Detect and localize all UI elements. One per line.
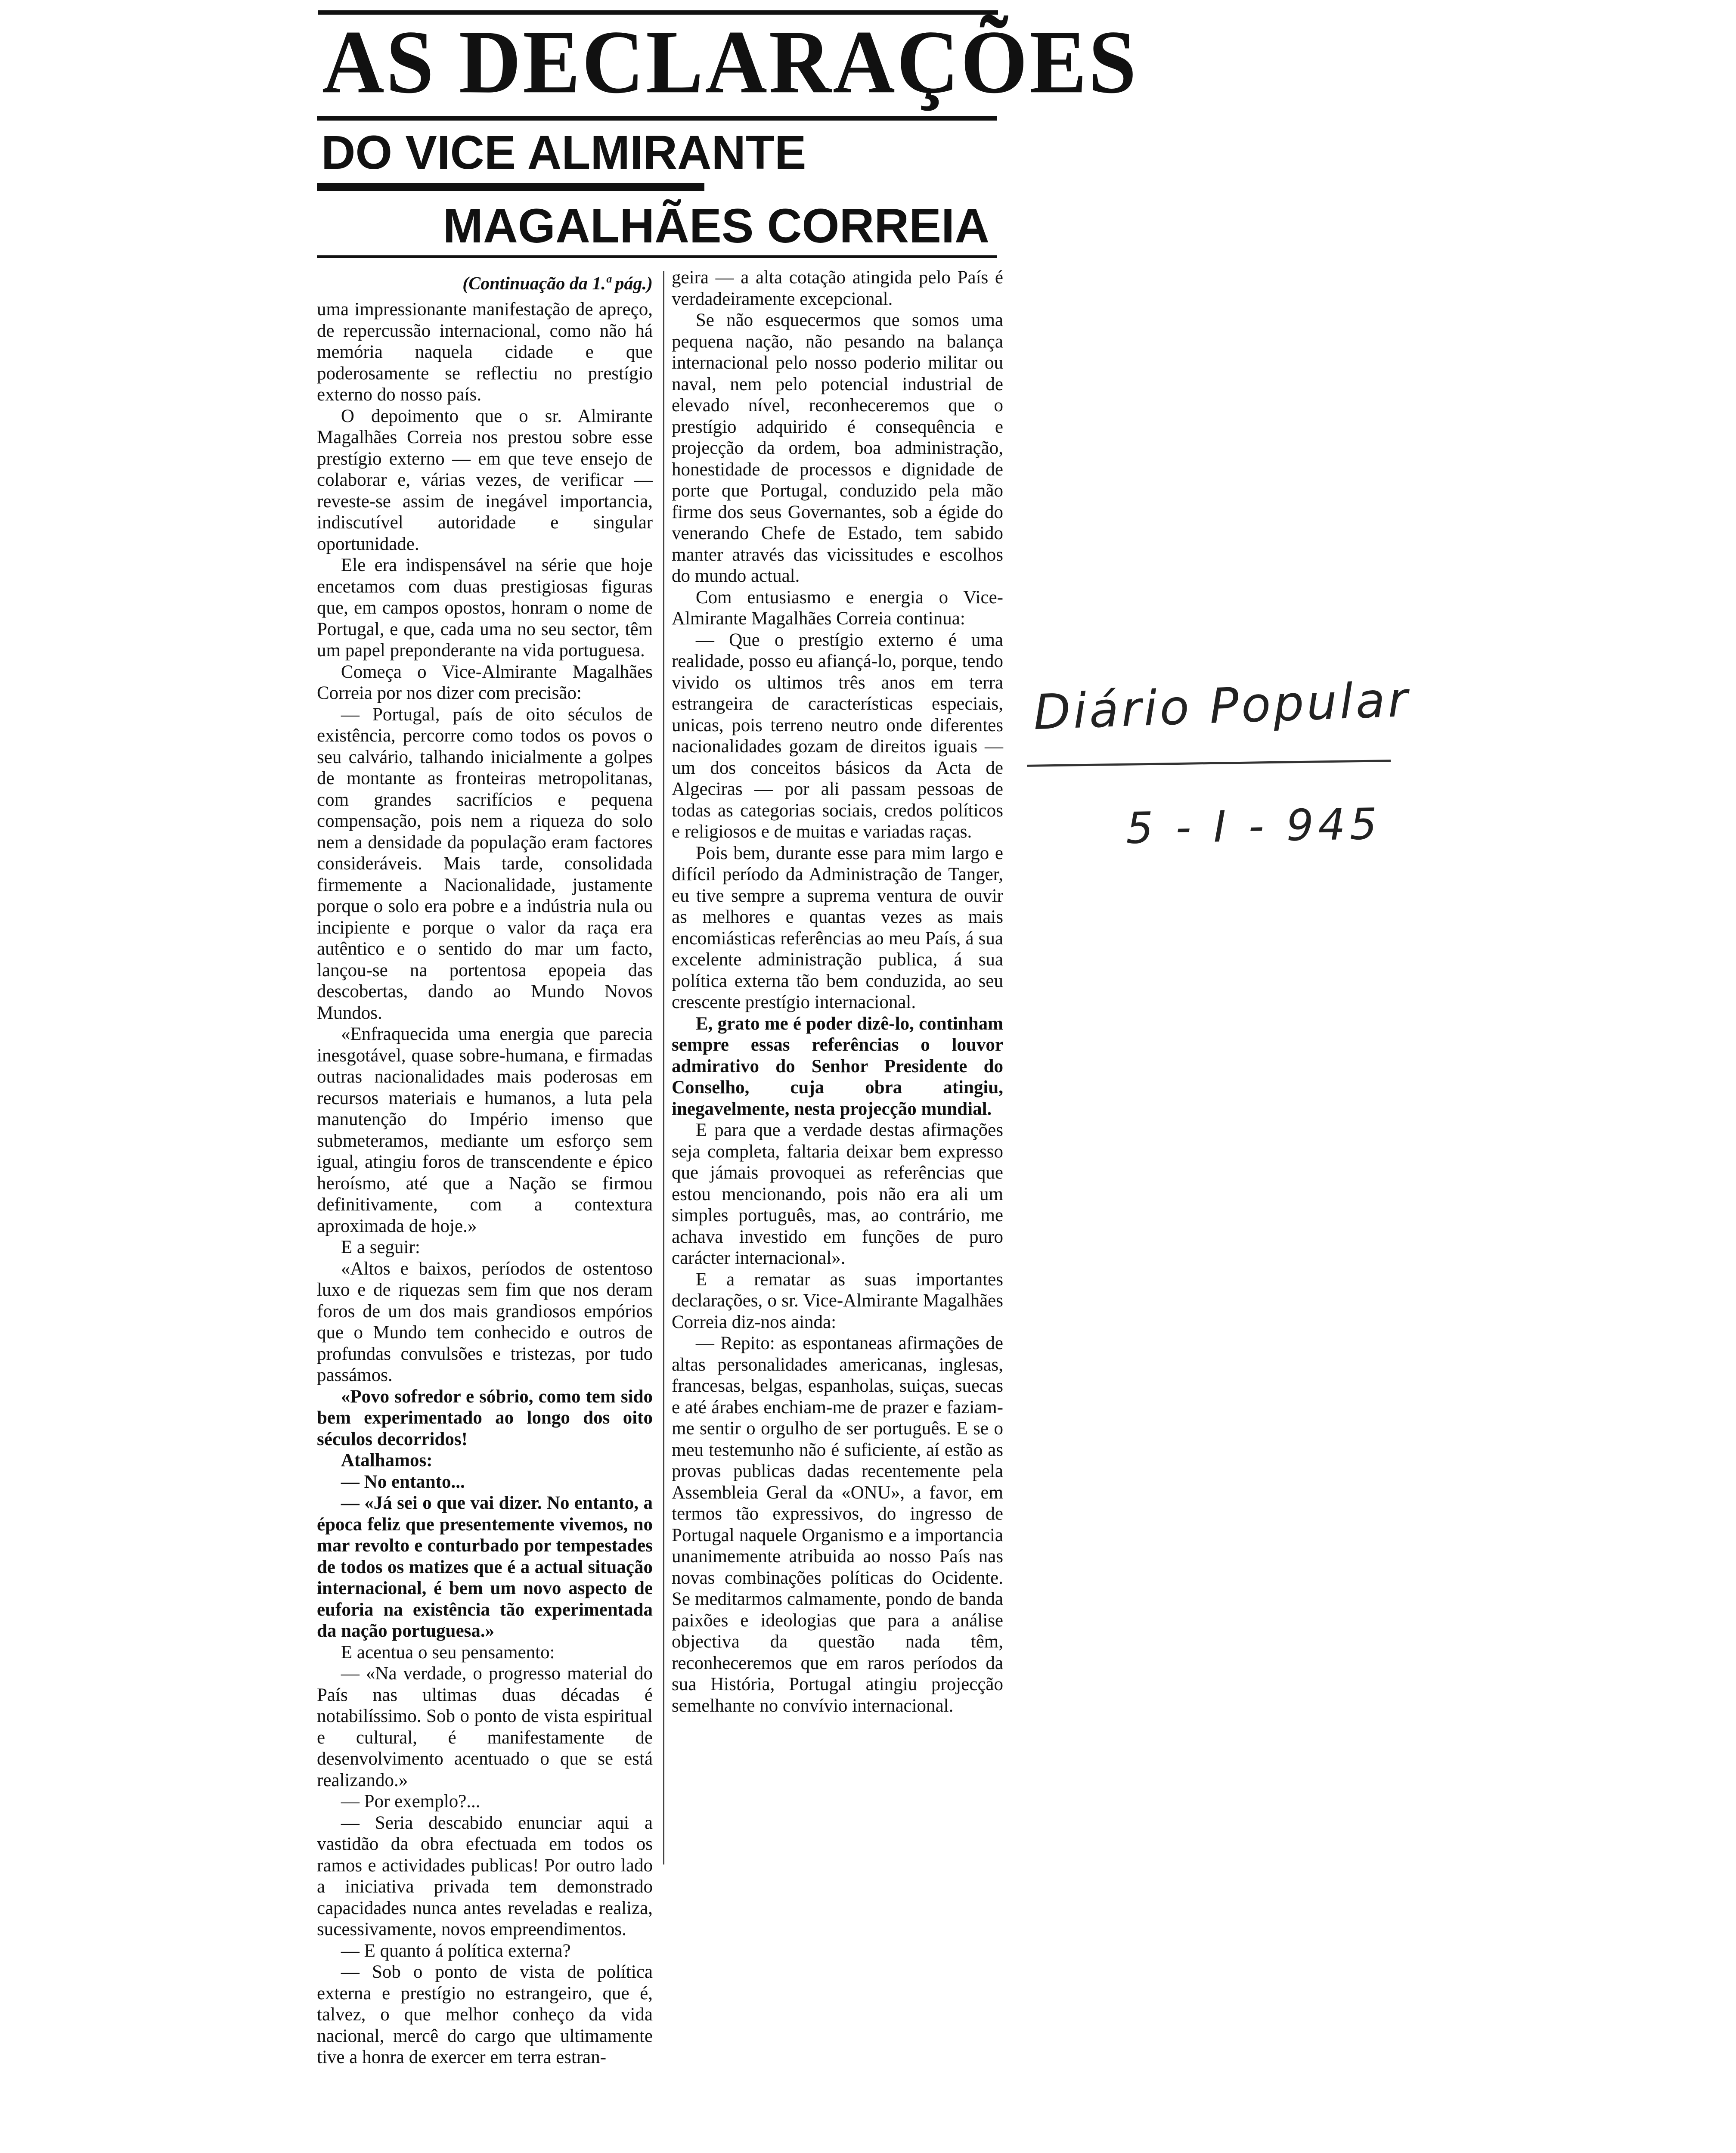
- headline-rule-1: [317, 116, 997, 121]
- handwritten-underline: [1027, 760, 1391, 767]
- paragraph: Ele era indispensável na série que hoje encetamos com duas prestigiosas figuras que, em campos opostos, honram o nome de Portugal, e que, cada uma no seu sector, têm um papel preponderante na vida portuguesa.: [317, 555, 653, 661]
- paragraph: E acentua o seu pensamento:: [341, 1642, 555, 1663]
- paragraph: Com entusiasmo e energia o Vice-Almirante Magalhães Correia continua:: [672, 587, 1003, 629]
- paragraph: — Que o prestígio externo é uma realidade, posso eu afiançá-lo, porque, tendo vivido os ultimos três anos em terra estrangeira de características especiais, unicas, pois terreno neutro onde diferentes nacionalidades gozam de direitos iguais — um dos conceitos básicos da Acta de Algeciras — por ali passam pessoas de todas as categorias sociais, credos políticos e religiosos e de muitas e variadas raças.: [672, 630, 1003, 842]
- paragraph: — «Na verdade, o progresso material do País nas ultimas duas décadas é notabilíssimo. Sob o ponto de vista espiritual e cultural, é manifestamente de desenvolvimento acentuado o que se está realizando.»: [317, 1663, 653, 1790]
- continuation-note: (Continuação da 1.ª pág.): [462, 274, 653, 294]
- paragraph: — Seria descabido enunciar aqui a vastidão da obra efectuada em todos os ramos e actividades publicas! Por outro lado a iniciativa privada tem demonstrado capacidades nunca antes reveladas e realiza, sucessivamente, novos empreendimentos.: [317, 1812, 653, 1939]
- column-separator: [663, 271, 664, 1864]
- paragraph: — No entanto...: [341, 1471, 465, 1492]
- paragraph: Atalhamos:: [341, 1450, 433, 1470]
- article-column-2: [672, 267, 1003, 1716]
- headline-magalhaes-correia: MAGALHÃES CORREIA: [443, 199, 989, 253]
- paragraph: «Enfraquecida uma energia que parecia inesgotável, quase sobre-humana, e firmadas outras nacionalidades mais poderosas em recursos materiais e humanos, a luta pela manutenção do Império imenso que submeteramos, mediante um esforço sem igual, atingiu foros de transcendente e épico heroísmo, até que a Nação se firmou definitivamente, com a contextura aproximada de hoje.»: [317, 1024, 653, 1236]
- paragraph: geira — a alta cotação atingida pelo País é verdadeiramente excepcional.: [672, 267, 1003, 309]
- paragraph: «Altos e baixos, períodos de ostentoso luxo e de riquezas sem fim que nos deram foros de um dos mais grandiosos empórios que o Mundo tem conhecido e outros de profundas convulsões e tristezas, por tudo passámos.: [317, 1258, 653, 1385]
- paragraph: E a rematar as suas importantes declarações, o sr. Vice-Almirante Magalhães Correia diz-nos ainda:: [672, 1269, 1003, 1332]
- paragraph: E para que a verdade destas afirmações seja completa, faltaria deixar bem expresso que jámais provoquei as referências que estou mencionando, pois não era ali um simples português, mas, ao contrário, me achava investido em funções de puro carácter internacional».: [672, 1120, 1003, 1268]
- paragraph: «Povo sofredor e sóbrio, como tem sido bem experimentado ao longo dos oito séculos decorridos!: [317, 1386, 653, 1449]
- headline-rule-3: [317, 255, 997, 258]
- headline-as-declaracoes: AS DECLARAÇÕES: [322, 12, 1138, 112]
- headline-do-vice-almirante: DO VICE ALMIRANTE: [321, 126, 806, 179]
- paragraph: E a seguir:: [341, 1237, 420, 1257]
- paragraph: Começa o Vice-Almirante Magalhães Correia por nos dizer com precisão:: [317, 661, 653, 703]
- newspaper-clipping: [309, 0, 1138, 2067]
- paragraph: E, grato me é poder dizê-lo, continham sempre essas referências o louvor admirativo do Senhor Presidente do Conselho, cuja obra atingiu, inegavelmente, nesta projecção mundial.: [672, 1013, 1003, 1119]
- handwritten-date-note: 5 - I - 945: [1125, 798, 1382, 854]
- paragraph: — Repito: as espontaneas afirmações de altas personalidades americanas, inglesas, francesas, belgas, espanholas, suiças, suecas e até árabes enchiam-me de prazer e faziam-me sentir o orgulho de ser português. E se o meu testemunho não é suficiente, aí estão as provas publicas dadas recentemente pela Assembleia Geral da «ONU», a favor, em termos tão expressivos, do ingresso de Portugal naquele Organismo e a importancia unanimemente atribuida ao nosso País nas novas combinações políticas do Ocidente. Se meditarmos calmamente, pondo de banda paixões e ideologias que para a análise objectiva da questão nada têm, reconheceremos que em raros períodos da sua História, Portugal atingiu projecção semelhante no convívio internacional.: [672, 1333, 1003, 1716]
- handwritten-source-note: Diário Popular: [1032, 671, 1411, 741]
- paragraph: uma impressionante manifestação de apreço, de repercussão internacional, como não há memória naquela cidade e que poderosamente se reflectiu no prestígio externo do nosso país.: [317, 299, 653, 405]
- paragraph: Se não esquecermos que somos uma pequena nação, não pesando na balança internacional pelo nosso poderio militar ou naval, nem pelo potencial industrial de elevado nível, reconheceremos que o prestígio adquirido é consequência e projecção da ordem, boa administração, honestidade de processos e dignidade de porte que Portugal, conduzido pela mão firme dos seus Governantes, sob a égide do venerando Chefe de Estado, tem sabido manter através das vicissitudes e escolhos do mundo actual.: [672, 310, 1003, 586]
- paragraph: — Sob o ponto de vista de política externa e prestígio no estrangeiro, que é, talvez, o que melhor conheço da vida nacional, mercê do cargo que ultimamente tive a honra de exercer em terra estran-: [317, 1962, 653, 2067]
- paragraph: — Por exemplo?...: [341, 1791, 480, 1812]
- paragraph: — E quanto á política externa?: [341, 1940, 571, 1961]
- paragraph: — Portugal, país de oito séculos de existência, percorre como todos os povos o seu calvário, talhando inicialmente a golpes de montante as fronteiras metropolitanas, com grandes sacrifícios e pequena compensação, pois nem a riqueza do solo nem a densidade da população eram factores consideráveis. Mais tarde, consolidada firmemente a Nacionalidade, justamente porque o solo era pobre e a indústria nula ou incipiente e porque o valor da raça era autêntico e o sentido do mar um facto, lançou-se na portentosa epopeia das descobertas, dando ao Mundo Novos Mundos.: [317, 704, 653, 1023]
- paragraph: Pois bem, durante esse para mim largo e difícil período da Administração de Tanger, eu tive sempre a suprema ventura de ouvir as melhores e quantas vezes as mais encomiásticas referências ao meu País, á sua excelente administração publica, á sua política externa tão bem conduzida, ao seu crescente prestígio internacional.: [672, 843, 1003, 1012]
- headline-rule-2: [317, 183, 704, 191]
- article-column-1: [317, 271, 653, 2068]
- paragraph: O depoimento que o sr. Almirante Magalhães Correia nos prestou sobre esse prestígio externo — em que teve ensejo de colaborar e, várias vezes, de verificar — reveste-se assim de inegável importancia, indiscutível autoridade e singular oportunidade.: [317, 406, 653, 554]
- paragraph: — «Já sei o que vai dizer. No entanto, a época feliz que presentemente vivemos, no mar revolto e conturbado por tempestades de todos os matizes que é a actual situação internacional, é bem um novo aspecto de euforia na existência tão experimentada da nação portuguesa.»: [317, 1493, 653, 1641]
